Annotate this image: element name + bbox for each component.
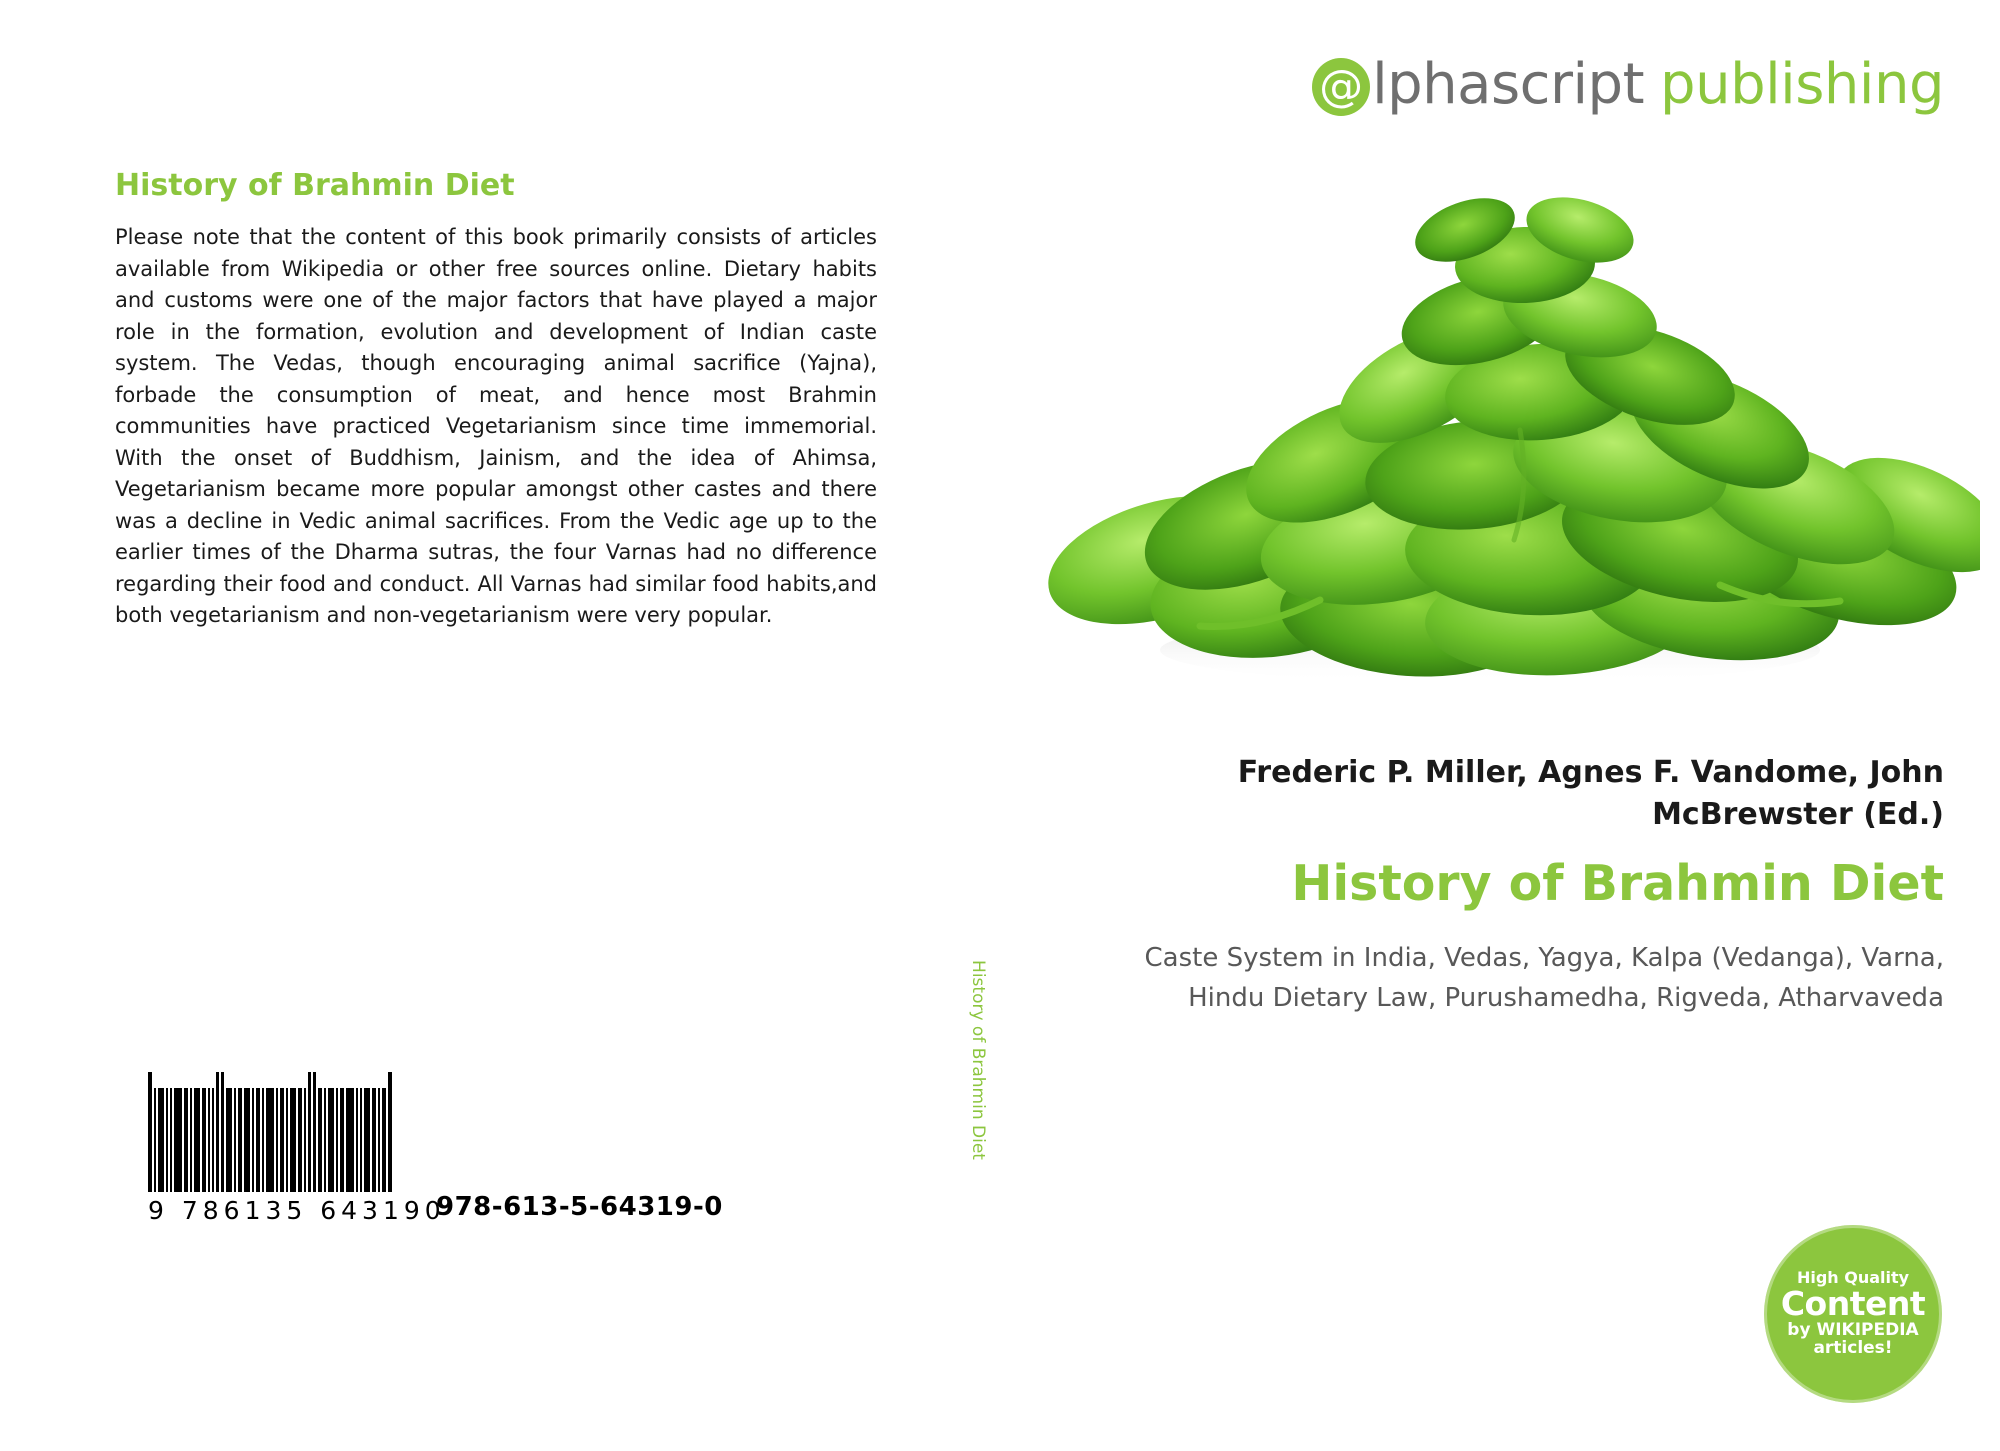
publisher-name-secondary: publishing [1660, 52, 1944, 117]
front-cover-subjects: Caste System in India, Vedas, Yagya, Kalpa (Vedanga), Varna, Hindu Dietary Law, Purushamedha, Rigveda, Atharvaveda [1144, 943, 1944, 1013]
front-cover-authors: Frederic P. Miller, Agnes F. Vandome, John McBrewster (Ed.) [1237, 755, 1944, 832]
publisher-logo [1312, 52, 1944, 117]
back-cover-title: History of Brahmin Diet [115, 168, 515, 203]
badge-line-2: Content [1780, 1284, 1926, 1324]
publisher-name-primary: lphascript [1372, 52, 1645, 117]
barcode-digits: 9 786135 643190 [148, 1196, 446, 1225]
at-symbol-icon: @ [1312, 58, 1370, 116]
barcode-bars [148, 1072, 428, 1192]
isbn-number: 978-613-5-64319-0 [436, 1192, 723, 1222]
badge-line-4: articles! [1813, 1337, 1893, 1358]
back-cover-description: Please note that the content of this book primarily consists of articles available from Wikipedia or other free sources online. Dietary habits and customs were one of the major factors that have played a major role in the formation, evolution and development of Indian caste system. The Vedas, though encouraging animal sacrifice (Yajna), forbade the consumption of meat, and hence most Brahmin communities have practiced Vegetarianism since time immemorial. With the onset of Buddhism, Jainism, and the idea of Ahimsa, Vegetarianism became more popular amongst other castes and there was a decline in Vedic animal sacrifices. From the Vedic age up to the earlier times of the Dharma sutras, the four Varnas had no difference regarding their food and conduct. All Varnas had similar food habits,and both vegetarianism and non-vegetarianism were very popular. [115, 225, 877, 627]
badge-line-3: by WIKIPEDIA [1787, 1319, 1919, 1340]
front-cover-title: History of Brahmin Diet [1291, 855, 1944, 912]
quality-badge [1764, 1225, 1942, 1403]
spine-title: History of Brahmin Diet [968, 960, 988, 1160]
cover-image-spinach [1020, 130, 1980, 710]
barcode [148, 1072, 446, 1225]
badge-line-1: High Quality [1796, 1268, 1910, 1288]
